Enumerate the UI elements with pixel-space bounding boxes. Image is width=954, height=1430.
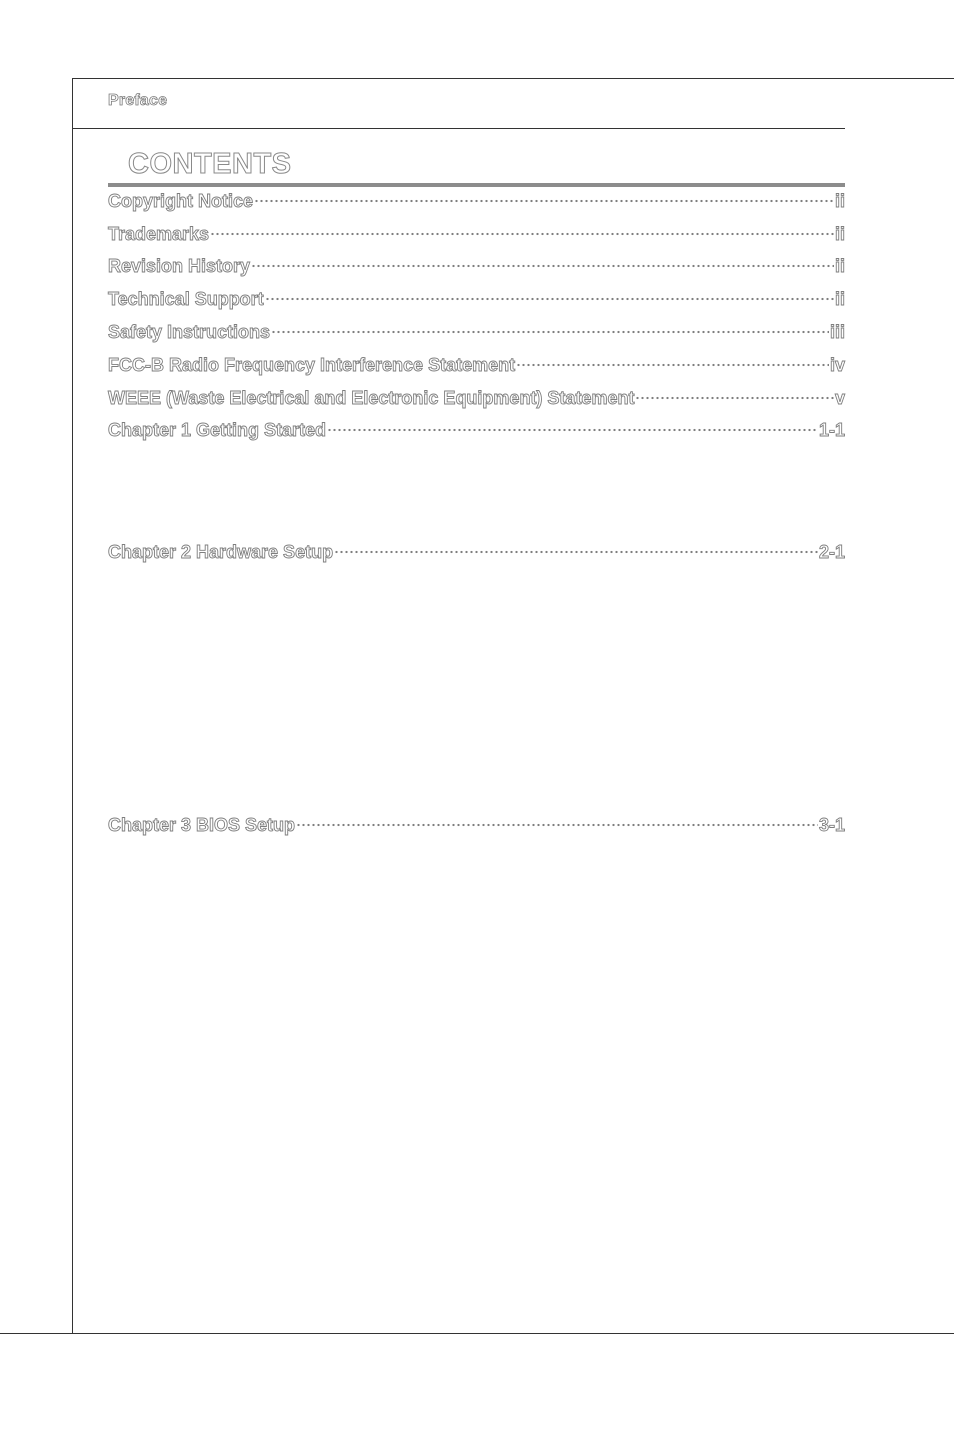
toc-entry-copyright-notice[interactable] xyxy=(108,191,845,215)
toc-entry-page: ii xyxy=(834,224,845,244)
toc-entry-title: WEEE (Waste Electrical and Electronic Equipment) Statement xyxy=(108,388,635,408)
toc-dot-leader xyxy=(265,297,834,301)
toc-entry-title: Safety Instructions xyxy=(108,322,271,342)
toc-entry-page: ii xyxy=(834,289,845,309)
toc-entry-page: ii xyxy=(834,191,845,211)
toc-dot-leader xyxy=(516,363,829,367)
toc-entry-safety-instructions[interactable] xyxy=(108,322,845,346)
toc-entry-trademarks[interactable] xyxy=(108,224,845,248)
toc-entry-page: iv xyxy=(829,355,845,375)
toc-entry-page: iii xyxy=(829,322,845,342)
toc-entry-title: Revision History xyxy=(108,256,251,276)
toc-dot-leader xyxy=(296,823,818,827)
page-frame-top-line xyxy=(72,78,954,79)
toc-entry-title: Copyright Notice xyxy=(108,191,254,211)
toc-entry-revision-history[interactable] xyxy=(108,256,845,280)
toc-entry-chapter-3[interactable] xyxy=(108,815,845,839)
toc-entry-title: Chapter 1 Getting Started xyxy=(108,420,327,440)
toc-entry-chapter-2[interactable] xyxy=(108,542,845,566)
contents-heading: CONTENTS xyxy=(128,148,292,180)
page-frame-bottom-line xyxy=(0,1333,954,1334)
toc-entry-title: FCC-B Radio Frequency Interference Statement xyxy=(108,355,516,375)
toc-entry-page: 2-1 xyxy=(818,542,845,562)
toc-dot-leader xyxy=(635,396,834,400)
contents-heading-rule xyxy=(108,183,845,187)
toc-entry-page: ii xyxy=(834,256,845,276)
page-frame-left-line xyxy=(72,78,73,1334)
toc-dot-leader xyxy=(334,550,818,554)
toc-dot-leader xyxy=(251,264,834,268)
toc-dot-leader xyxy=(327,428,818,432)
toc-dot-leader xyxy=(271,330,829,334)
toc-entry-title: Trademarks xyxy=(108,224,210,244)
section-label: Preface xyxy=(108,92,168,109)
toc-entry-fcc-statement[interactable] xyxy=(108,355,845,379)
toc-entry-title: Technical Support xyxy=(108,289,264,309)
toc-entry-weee-statement[interactable] xyxy=(108,388,845,412)
toc-dot-leader xyxy=(254,199,834,203)
header-divider xyxy=(72,128,845,129)
toc-entry-title: Chapter 3 BIOS Setup xyxy=(108,815,296,835)
toc-entry-technical-support[interactable] xyxy=(108,289,845,313)
toc-entry-chapter-1[interactable] xyxy=(108,420,845,444)
toc-entry-page: 1-1 xyxy=(818,420,845,440)
toc-entry-page: v xyxy=(834,388,845,408)
toc-entry-page: 3-1 xyxy=(818,815,845,835)
toc-entry-title: Chapter 2 Hardware Setup xyxy=(108,542,334,562)
toc-dot-leader xyxy=(210,232,834,236)
